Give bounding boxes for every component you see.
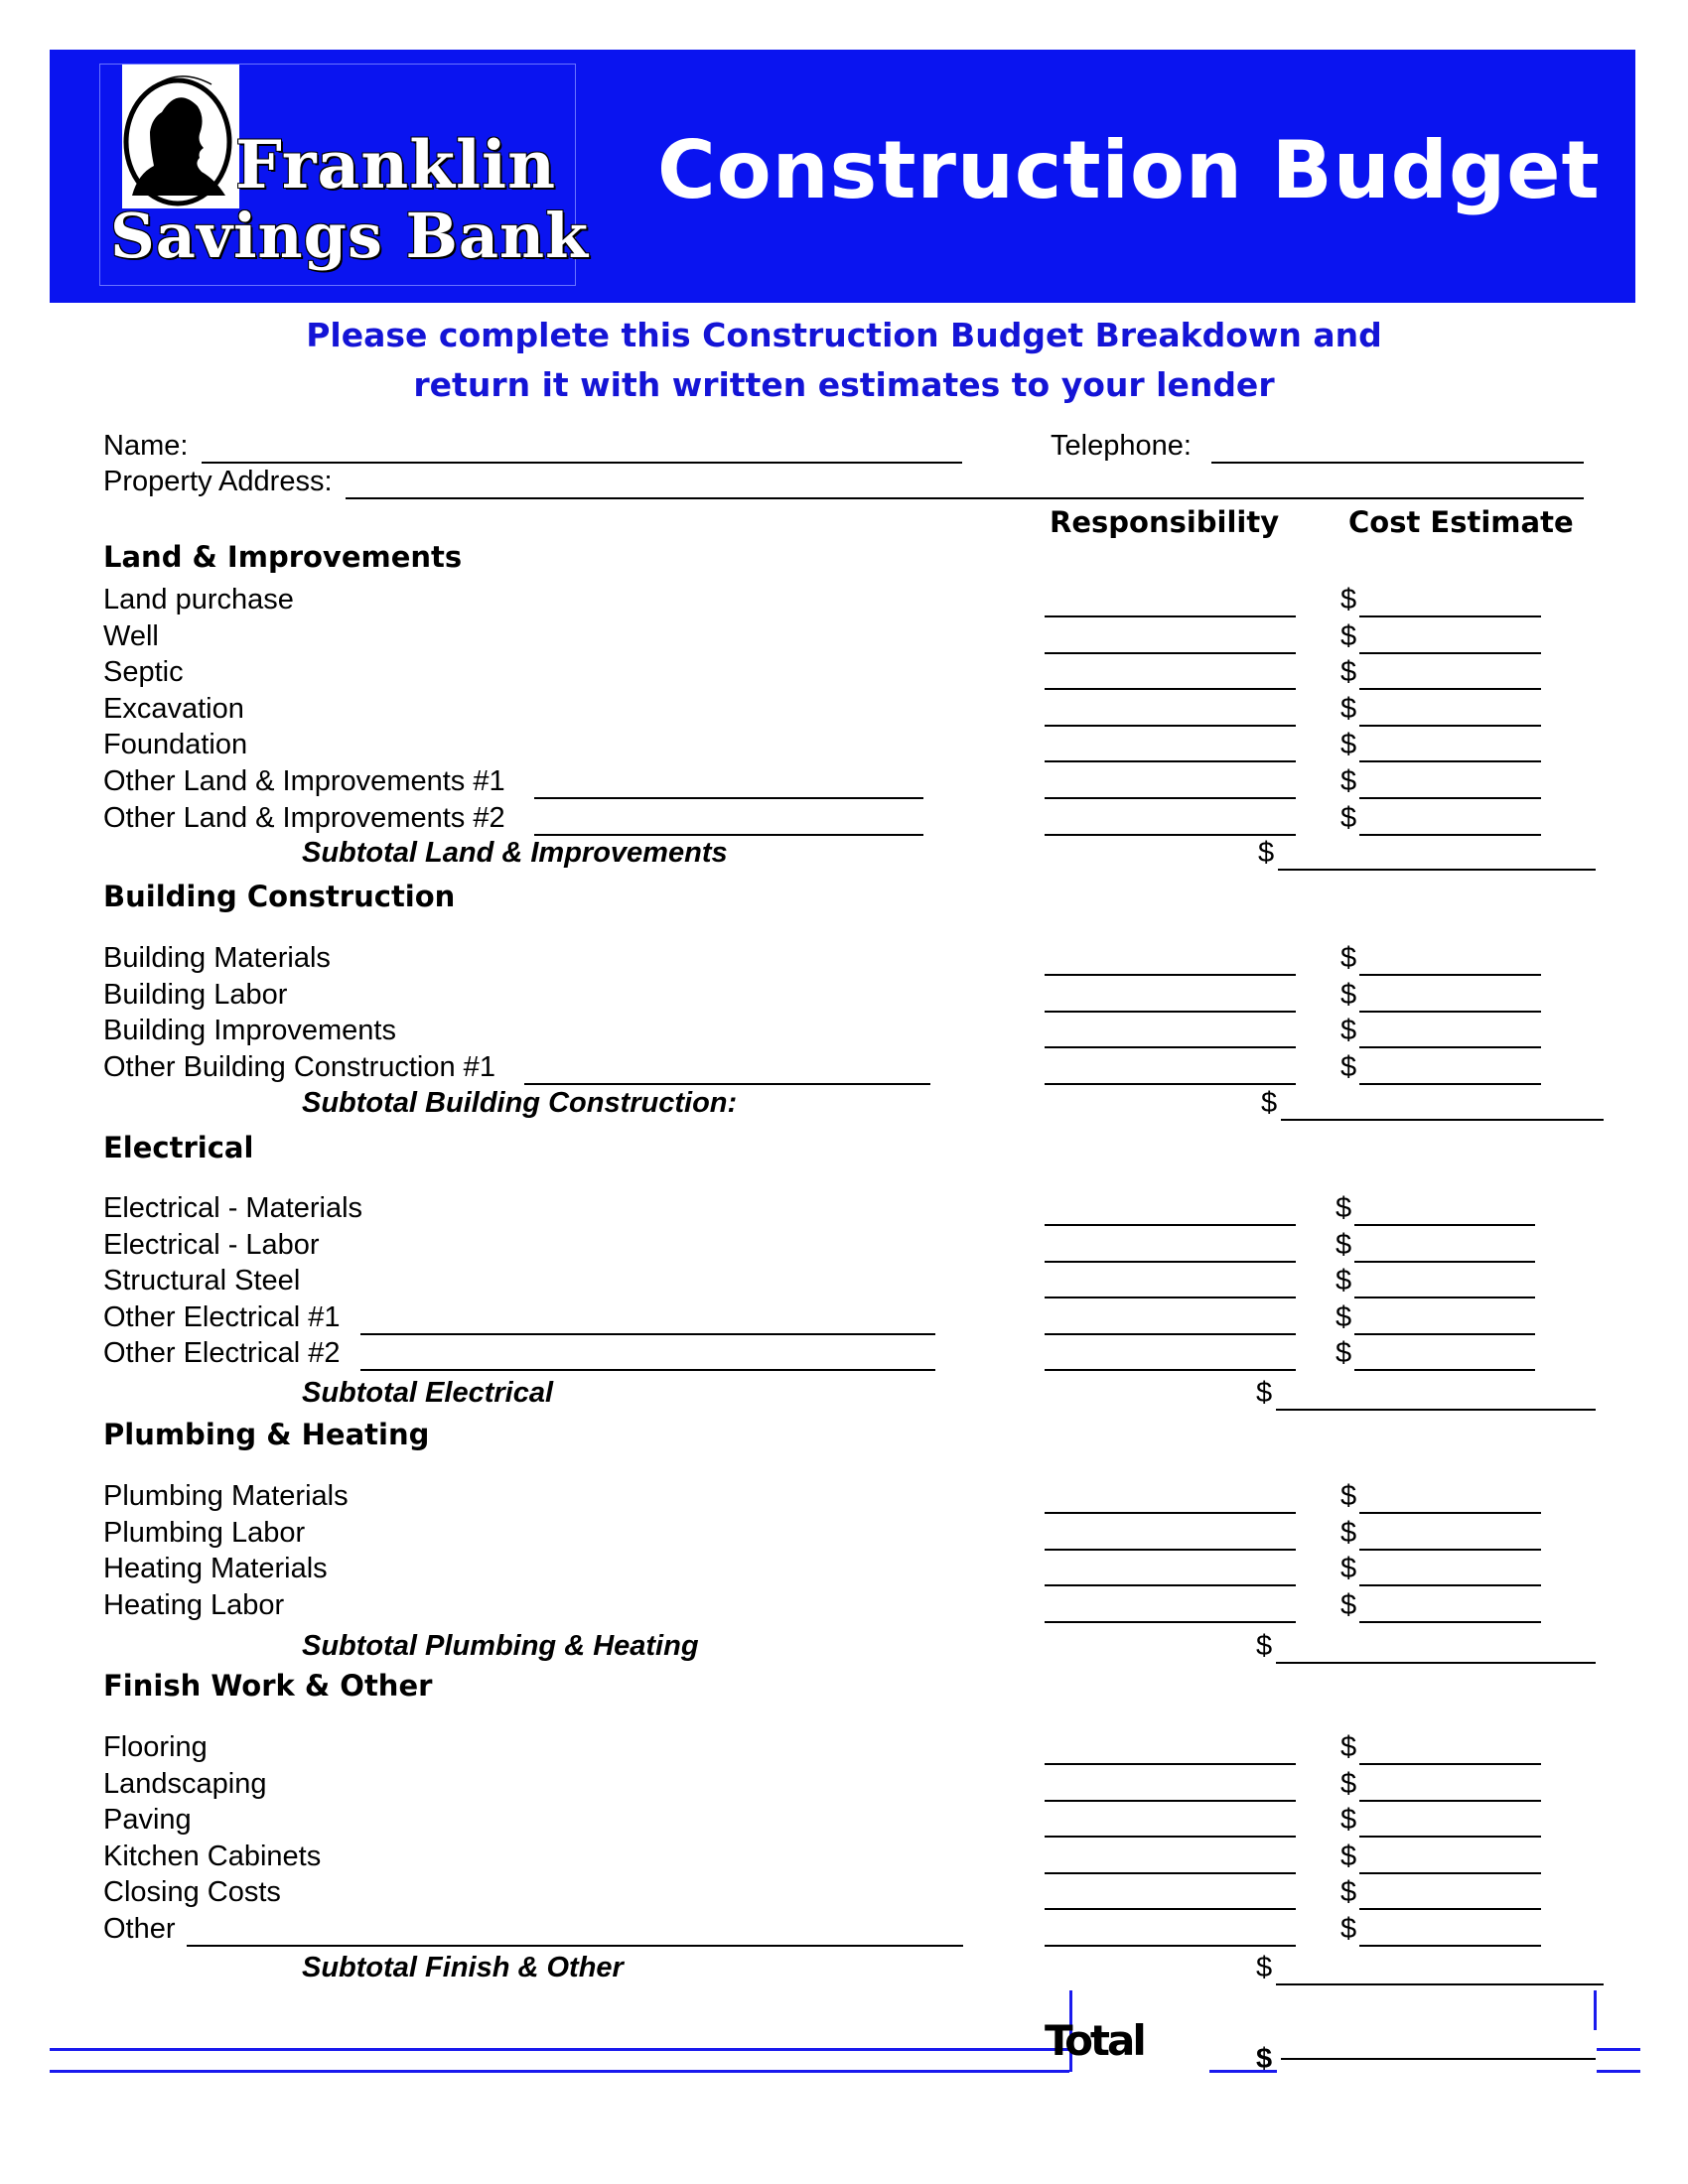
cost-estimate-field[interactable] xyxy=(1359,1549,1541,1551)
cost-estimate-field[interactable] xyxy=(1359,1800,1541,1802)
line-item-label: Heating Labor xyxy=(103,1589,285,1621)
subtotal-dollar-sign: $ xyxy=(1261,1087,1278,1119)
dollar-sign: $ xyxy=(1340,620,1357,652)
responsibility-field[interactable] xyxy=(1045,1297,1296,1298)
dollar-sign: $ xyxy=(1340,979,1357,1011)
dollar-sign: $ xyxy=(1340,1589,1357,1621)
section-heading: Building Construction xyxy=(103,880,456,913)
dollar-sign: $ xyxy=(1336,1229,1352,1261)
subtotal-label: Subtotal Building Construction: xyxy=(302,1087,738,1119)
line-item-label: Plumbing Labor xyxy=(103,1517,306,1549)
name-label: Name: xyxy=(103,430,189,462)
total-rule-lower xyxy=(50,2070,1069,2073)
line-item-description-field[interactable] xyxy=(534,834,923,836)
line-item-label: Building Materials xyxy=(103,942,331,974)
line-item-description-field[interactable] xyxy=(360,1369,935,1371)
section-heading: Electrical xyxy=(103,1131,254,1164)
cost-estimate-field[interactable] xyxy=(1359,688,1541,690)
dollar-sign: $ xyxy=(1340,1731,1357,1763)
line-item-label: Other Land & Improvements #1 xyxy=(103,765,505,797)
line-item-description-field[interactable] xyxy=(524,1083,930,1085)
line-item-label: Electrical - Labor xyxy=(103,1229,320,1261)
responsibility-field[interactable] xyxy=(1045,1333,1296,1335)
line-item-label: Structural Steel xyxy=(103,1265,301,1297)
responsibility-field[interactable] xyxy=(1045,1836,1296,1838)
dollar-sign: $ xyxy=(1336,1265,1352,1297)
line-item-label: Electrical - Materials xyxy=(103,1192,363,1224)
form-title: Construction Budget xyxy=(657,124,1601,216)
dollar-sign: $ xyxy=(1340,584,1357,615)
responsibility-field[interactable] xyxy=(1045,1369,1296,1371)
line-item-label: Building Labor xyxy=(103,979,288,1011)
line-item-label: Land purchase xyxy=(103,584,294,615)
responsibility-field[interactable] xyxy=(1045,834,1296,836)
responsibility-field[interactable] xyxy=(1045,1872,1296,1874)
responsibility-field[interactable] xyxy=(1045,1763,1296,1765)
section-heading: Land & Improvements xyxy=(103,540,463,574)
dollar-sign: $ xyxy=(1336,1337,1352,1369)
cost-estimate-field[interactable] xyxy=(1359,760,1541,762)
subtotal-label: Subtotal Electrical xyxy=(302,1377,554,1409)
cost-estimate-field[interactable] xyxy=(1359,1836,1541,1838)
subtotal-dollar-sign: $ xyxy=(1256,1377,1273,1409)
cost-estimate-field[interactable] xyxy=(1359,797,1541,799)
subtotal-amount-field[interactable] xyxy=(1278,869,1596,871)
cost-estimate-field[interactable] xyxy=(1359,615,1541,617)
dollar-sign: $ xyxy=(1340,1015,1357,1046)
line-item-label: Septic xyxy=(103,656,184,688)
instructions-line2: return it with written estimates to your lender xyxy=(413,365,1275,404)
total-dollar-sign: $ xyxy=(1256,2043,1273,2075)
cost-estimate-field[interactable] xyxy=(1359,1512,1541,1514)
cost-estimate-field[interactable] xyxy=(1359,1621,1541,1623)
dollar-sign: $ xyxy=(1340,1913,1357,1945)
name-field[interactable] xyxy=(202,462,962,464)
cost-estimate-field[interactable] xyxy=(1354,1333,1535,1335)
line-item-label: Foundation xyxy=(103,729,248,760)
dollar-sign: $ xyxy=(1340,729,1357,760)
dollar-sign: $ xyxy=(1340,1553,1357,1584)
subtotal-label: Subtotal Finish & Other xyxy=(302,1952,624,1983)
line-item-label: Kitchen Cabinets xyxy=(103,1841,322,1872)
line-item-label: Landscaping xyxy=(103,1768,267,1800)
line-item-label: Paving xyxy=(103,1804,192,1836)
responsibility-field[interactable] xyxy=(1045,1083,1296,1085)
dollar-sign: $ xyxy=(1340,1841,1357,1872)
responsibility-field[interactable] xyxy=(1045,1621,1296,1623)
line-item-label: Plumbing Materials xyxy=(103,1480,349,1512)
subtotal-amount-field[interactable] xyxy=(1276,1983,1604,1985)
cost-estimate-field[interactable] xyxy=(1354,1297,1535,1298)
dollar-sign: $ xyxy=(1336,1192,1352,1224)
telephone-field[interactable] xyxy=(1211,462,1584,464)
subtotal-amount-field[interactable] xyxy=(1281,1119,1604,1121)
dollar-sign: $ xyxy=(1336,1301,1352,1333)
line-item-label: Other Electrical #1 xyxy=(103,1301,341,1333)
cost-estimate-field[interactable] xyxy=(1354,1224,1535,1226)
line-item-label: Well xyxy=(103,620,159,652)
responsibility-field[interactable] xyxy=(1045,725,1296,727)
line-item-label: Other xyxy=(103,1913,176,1945)
bank-logo xyxy=(99,64,590,286)
total-rule-upper xyxy=(50,2048,1069,2051)
total-rule-lower-right xyxy=(1597,2070,1640,2073)
responsibility-field[interactable] xyxy=(1045,1800,1296,1802)
dollar-sign: $ xyxy=(1340,1768,1357,1800)
total-amount-field[interactable] xyxy=(1281,2058,1596,2060)
logo-wordmark-line2: Savings Bank xyxy=(110,200,590,272)
subtotal-dollar-sign: $ xyxy=(1258,837,1275,869)
dollar-sign: $ xyxy=(1340,1051,1357,1083)
logo-wordmark-line1: Franklin xyxy=(235,126,557,204)
dollar-sign: $ xyxy=(1340,1480,1357,1512)
cost-estimate-field[interactable] xyxy=(1359,652,1541,654)
line-item-description-field[interactable] xyxy=(360,1333,935,1335)
responsibility-field[interactable] xyxy=(1045,1549,1296,1551)
cost-estimate-field[interactable] xyxy=(1359,974,1541,976)
subtotal-label: Subtotal Plumbing & Heating xyxy=(302,1630,699,1662)
line-item-label: Building Improvements xyxy=(103,1015,396,1046)
address-label: Property Address: xyxy=(103,466,333,497)
subtotal-amount-field[interactable] xyxy=(1276,1409,1596,1411)
line-item-label: Other Electrical #2 xyxy=(103,1337,341,1369)
line-item-label: Other Building Construction #1 xyxy=(103,1051,495,1083)
responsibility-field[interactable] xyxy=(1045,1046,1296,1048)
subtotal-dollar-sign: $ xyxy=(1256,1952,1273,1983)
seal-portrait-icon xyxy=(122,65,239,208)
subtotal-label: Subtotal Land & Improvements xyxy=(302,837,728,869)
dollar-sign: $ xyxy=(1340,656,1357,688)
responsibility-field[interactable] xyxy=(1045,1584,1296,1586)
cost-estimate-field[interactable] xyxy=(1359,725,1541,727)
section-heading: Finish Work & Other xyxy=(103,1669,433,1703)
dollar-sign: $ xyxy=(1340,1804,1357,1836)
cost-estimate-field[interactable] xyxy=(1359,1763,1541,1765)
line-item-description-field[interactable] xyxy=(534,797,923,799)
total-box-right-edge xyxy=(1594,1990,1597,2030)
responsibility-field[interactable] xyxy=(1045,1908,1296,1910)
cost-estimate-field[interactable] xyxy=(1359,1046,1541,1048)
cost-estimate-field[interactable] xyxy=(1359,1872,1541,1874)
section-heading: Plumbing & Heating xyxy=(103,1418,430,1451)
cost-estimate-field[interactable] xyxy=(1354,1369,1535,1371)
cost-estimate-field[interactable] xyxy=(1359,834,1541,836)
subtotal-amount-field[interactable] xyxy=(1276,1662,1596,1664)
telephone-label: Telephone: xyxy=(1051,430,1192,462)
line-item-label: Closing Costs xyxy=(103,1876,281,1908)
responsibility-field[interactable] xyxy=(1045,760,1296,762)
subtotal-dollar-sign: $ xyxy=(1256,1630,1273,1662)
instructions-line1: Please complete this Construction Budget Breakdown and xyxy=(306,316,1382,354)
responsibility-field[interactable] xyxy=(1045,688,1296,690)
dollar-sign: $ xyxy=(1340,765,1357,797)
responsibility-field[interactable] xyxy=(1045,615,1296,617)
line-item-label: Excavation xyxy=(103,693,244,725)
cost-estimate-field[interactable] xyxy=(1359,1945,1541,1947)
line-item-label: Flooring xyxy=(103,1731,208,1763)
line-item-label: Heating Materials xyxy=(103,1553,328,1584)
responsibility-field[interactable] xyxy=(1045,1011,1296,1013)
responsibility-field[interactable] xyxy=(1045,974,1296,976)
responsibility-field[interactable] xyxy=(1045,652,1296,654)
total-label: Total xyxy=(1045,2016,1144,2065)
dollar-sign: $ xyxy=(1340,942,1357,974)
cost-estimate-field[interactable] xyxy=(1359,1083,1541,1085)
total-rule-upper-right xyxy=(1597,2048,1640,2051)
cost-estimate-field[interactable] xyxy=(1354,1261,1535,1263)
cost-estimate-field[interactable] xyxy=(1359,1011,1541,1013)
dollar-sign: $ xyxy=(1340,802,1357,834)
line-item-label: Other Land & Improvements #2 xyxy=(103,802,505,834)
cost-estimate-field[interactable] xyxy=(1359,1908,1541,1910)
responsibility-column-header: Responsibility xyxy=(1050,505,1280,539)
responsibility-field[interactable] xyxy=(1045,1224,1296,1226)
dollar-sign: $ xyxy=(1340,1876,1357,1908)
address-field[interactable] xyxy=(346,497,1584,499)
cost-estimate-field[interactable] xyxy=(1359,1584,1541,1586)
responsibility-field[interactable] xyxy=(1045,1945,1296,1947)
dollar-sign: $ xyxy=(1340,693,1357,725)
dollar-sign: $ xyxy=(1340,1517,1357,1549)
line-item-description-field[interactable] xyxy=(187,1945,963,1947)
cost-estimate-column-header: Cost Estimate xyxy=(1348,505,1574,539)
responsibility-field[interactable] xyxy=(1045,1512,1296,1514)
responsibility-field[interactable] xyxy=(1045,797,1296,799)
responsibility-field[interactable] xyxy=(1045,1261,1296,1263)
